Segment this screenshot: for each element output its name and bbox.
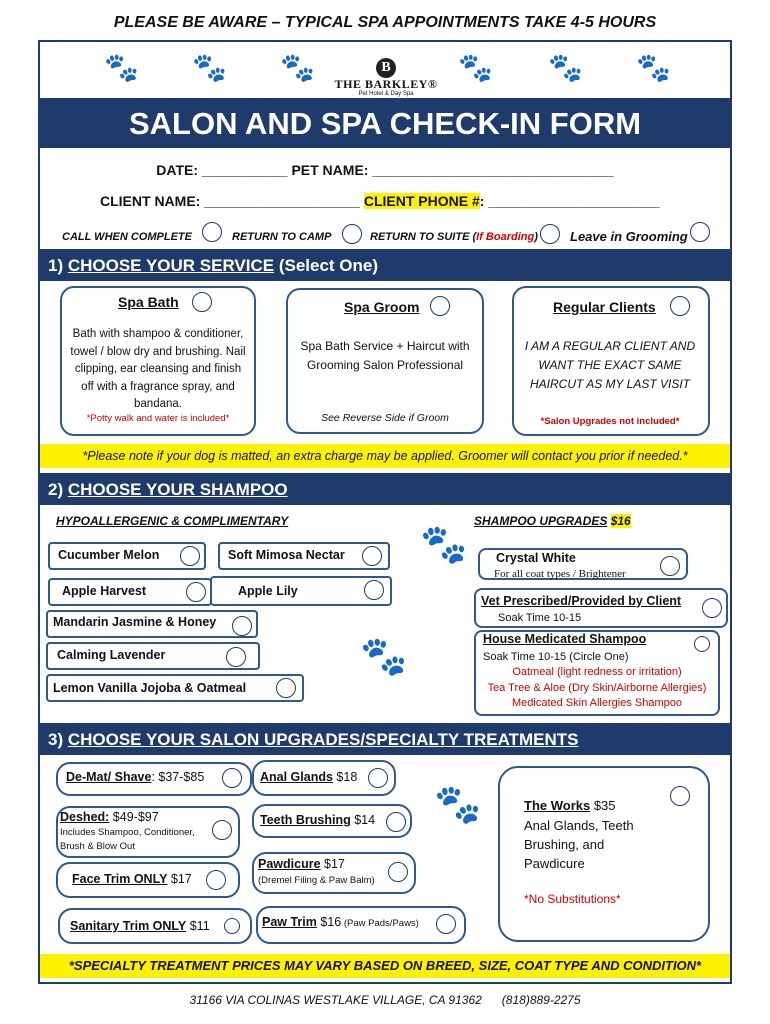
medicated-option[interactable]: Oatmeal (light redness or irritation) — [512, 666, 682, 678]
shampoo-label: Lemon Vanilla Jojoba & Oatmeal — [53, 681, 247, 695]
pawdicure-label: Pawdicure $17 — [258, 857, 345, 871]
form-title: SALON AND SPA CHECK-IN FORM — [38, 98, 732, 148]
section-upgrades-header: 3) CHOOSE YOUR SALON UPGRADES/SPECIALTY TREATMENTS — [38, 723, 732, 755]
section-service-header: 1) CHOOSE YOUR SERVICE (Select One) — [38, 249, 732, 281]
shampoo-upgrades-heading: SHAMPOO UPGRADES $16 — [474, 514, 631, 528]
paw-icon: 🐾 — [420, 524, 468, 566]
spa-groom-note: See Reverse Side if Groom — [321, 412, 449, 424]
paw-trim-radio[interactable] — [436, 914, 456, 934]
regular-clients-note: *Salon Upgrades not included* — [540, 416, 680, 427]
footer-address: 31166 VIA COLINAS WESTLAKE VILLAGE, CA 91362 (818)889-2275 — [189, 993, 581, 1007]
spa-groom-title: Spa Groom — [344, 299, 420, 315]
shampoo-label: Soft Mimosa Nectar — [228, 548, 345, 562]
logo-name: THE BARKLEY® — [334, 77, 438, 91]
call-when-complete-label: CALL WHEN COMPLETE — [62, 231, 192, 243]
return-to-camp-label: RETURN TO CAMP — [232, 231, 332, 243]
return-to-suite-radio[interactable] — [540, 224, 560, 244]
shampoo-radio[interactable] — [276, 678, 296, 698]
spa-bath-description: Bath with shampoo & conditioner, towel / blow dry and brushing. Nail clipping, ear cleansing and finish off with a fragrance spray, and bandana. — [70, 328, 246, 410]
client-name-label: CLIENT NAME: ____________________ — [100, 193, 360, 209]
anal-glands-label: Anal Glands $18 — [260, 770, 358, 784]
paw-icon: 🐾 — [360, 636, 408, 678]
medicated-option[interactable]: Medicated Skin Allergies Shampoo — [512, 697, 682, 709]
spa-groom-description: Spa Bath Service + Haircut with Grooming Salon Professional — [300, 339, 470, 372]
return-to-suite-label: RETURN TO SUITE (If Boarding) — [370, 231, 538, 243]
leave-in-grooming-label: Leave in Grooming — [570, 229, 688, 244]
the-works-description: Anal Glands, Teeth Brushing, and Pawdicure — [524, 818, 634, 871]
paw-icon: 🐾 — [458, 52, 493, 83]
pawdicure-sub: (Dremel Filing & Paw Balm) — [258, 875, 375, 886]
regular-clients-title: Regular Clients — [553, 299, 656, 315]
client-name-line[interactable] — [100, 193, 660, 209]
dematt-label: De-Mat/ Shave: $37-$85 — [66, 770, 205, 784]
paw-icon: 🐾 — [434, 784, 482, 826]
dematt-radio[interactable] — [222, 768, 242, 788]
deshed-sub: Includes Shampoo, Conditioner, Brush & Blow Out — [60, 827, 195, 852]
client-phone-label: CLIENT PHONE # — [363, 193, 480, 209]
shampoo-radio[interactable] — [180, 546, 200, 566]
vet-prescribed-sub: Soak Time 10-15 — [498, 612, 582, 624]
crystal-white-label: Crystal White — [496, 551, 576, 565]
teeth-brushing-radio[interactable] — [386, 812, 406, 832]
vet-prescribed-radio[interactable] — [702, 598, 722, 618]
crystal-white-sub: For all coat types / Brightener — [494, 568, 626, 580]
paw-icon: 🐾 — [192, 52, 227, 83]
anal-glands-radio[interactable] — [368, 768, 388, 788]
shampoo-label: Apple Lily — [238, 584, 298, 598]
section-shampoo-header: 2) CHOOSE YOUR SHAMPOO — [38, 473, 732, 505]
shampoo-radio[interactable] — [232, 616, 252, 636]
sanitary-trim-radio[interactable] — [224, 918, 240, 934]
date-pet-line[interactable]: DATE: ___________ PET NAME: _______________________________ — [156, 162, 614, 178]
shampoo-radio[interactable] — [362, 546, 382, 566]
face-trim-label: Face Trim ONLY $17 — [72, 872, 192, 886]
matted-note: *Please note if your dog is matted, an extra charge may be applied. Groomer will contact you prior if needed.* — [40, 444, 730, 468]
spa-bath-note: *Potty walk and water is included* — [86, 413, 230, 424]
vet-prescribed-label: Vet Prescribed/Provided by Client — [481, 594, 682, 608]
shampoo-label: Apple Harvest — [62, 584, 147, 598]
hypoallergenic-heading: HYPOALLERGENIC & COMPLIMENTARY — [56, 514, 289, 528]
house-medicated-label: House Medicated Shampoo — [483, 632, 647, 646]
shampoo-radio[interactable] — [226, 647, 246, 667]
barkley-logo — [330, 58, 442, 97]
leave-in-grooming-radio[interactable] — [690, 222, 710, 242]
logo-subtitle: Pet Hotel & Day Spa — [358, 91, 414, 97]
pawdicure-radio[interactable] — [388, 862, 408, 882]
medicated-option[interactable]: Tea Tree & Aloe (Dry Skin/Airborne Allergies) — [487, 682, 707, 694]
paw-icon: 🐾 — [636, 52, 671, 83]
appointment-banner: PLEASE BE AWARE – TYPICAL SPA APPOINTMENTS TAKE 4-5 HOURS — [113, 14, 657, 31]
paw-icon: 🐾 — [280, 52, 315, 83]
client-phone-line[interactable]: : ______________________ — [479, 193, 660, 209]
return-to-camp-radio[interactable] — [342, 224, 362, 244]
the-works-label: The Works $35 — [524, 798, 616, 813]
spa-groom-radio[interactable] — [430, 296, 450, 316]
logo-mark: B — [376, 58, 396, 78]
shampoo-label: Calming Lavender — [57, 648, 166, 662]
paw-icon: 🐾 — [548, 52, 583, 83]
shampoo-radio[interactable] — [186, 582, 206, 602]
shampoo-radio[interactable] — [364, 580, 384, 600]
teeth-brushing-label: Teeth Brushing $14 — [260, 813, 376, 827]
face-trim-radio[interactable] — [206, 870, 226, 890]
sanitary-trim-label: Sanitary Trim ONLY $11 — [70, 919, 210, 933]
spa-bath-title: Spa Bath — [118, 294, 179, 310]
specialty-note: *SPECIALTY TREATMENT PRICES MAY VARY BASED ON BREED, SIZE, COAT TYPE AND CONDITION* — [40, 954, 730, 978]
house-medicated-sub: Soak Time 10-15 (Circle One) — [483, 651, 629, 663]
shampoo-label: Mandarin Jasmine & Honey — [53, 615, 217, 629]
regular-clients-radio[interactable] — [670, 296, 690, 316]
crystal-white-radio[interactable] — [660, 556, 680, 576]
deshed-radio[interactable] — [212, 820, 232, 840]
call-when-complete-radio[interactable] — [202, 222, 222, 242]
house-medicated-radio[interactable] — [694, 636, 710, 652]
spa-bath-radio[interactable] — [192, 292, 212, 312]
paw-trim-label: Paw Trim $16 (Paw Pads/Paws) — [262, 915, 419, 929]
deshed-label: Deshed: $49-$97 — [60, 810, 159, 824]
shampoo-label: Cucumber Melon — [58, 548, 160, 562]
regular-clients-description: I AM A REGULAR CLIENT AND WANT THE EXACT SAME HAIRCUT AS MY LAST VISIT — [524, 339, 696, 391]
the-works-note: *No Substitutions* — [524, 892, 621, 906]
the-works-radio[interactable] — [670, 786, 690, 806]
paw-icon: 🐾 — [104, 52, 139, 83]
